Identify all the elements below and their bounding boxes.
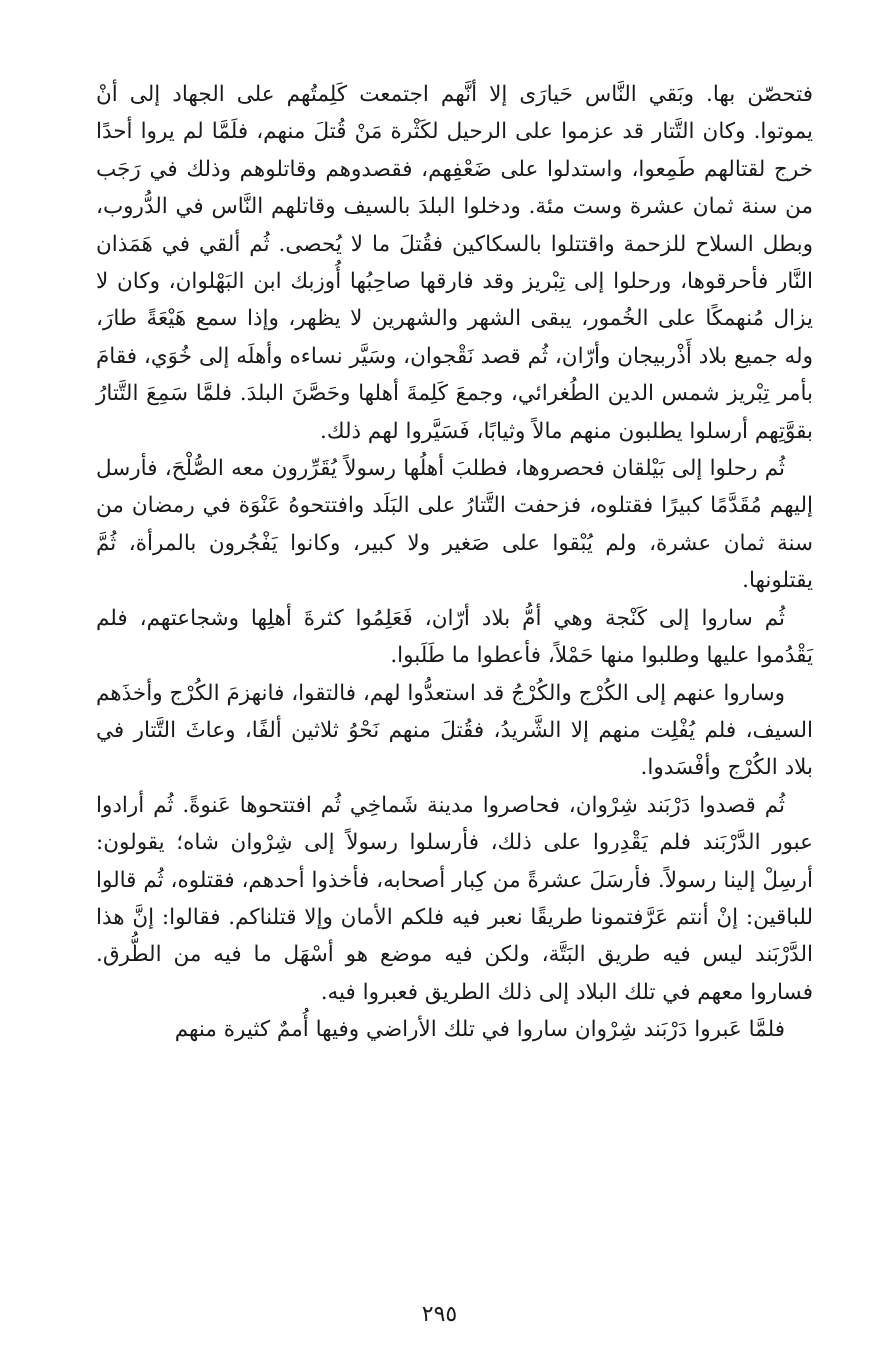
main-text: [96, 76, 813, 1049]
paragraph-6: فلمَّا عَبروا دَرْبَند شِرْوان ساروا في تلك الأراضي وفيها أُممٌ كثيرة منهم: [174, 1017, 785, 1043]
paragraph-3: ثُم ساروا إلى كَنْجة وهي أمُّ بلاد أرّان، فَعَلِمُوا كثرةَ أهلِها وشجاعتهم، فلم يَقْدُموا عليها وطلبوا منها حَمْلاً، فأعطوا ما طَلَبوا.: [96, 605, 813, 669]
paragraph-1: فتحصّن بها. وبَقي النَّاس حَيارَى إلا أنَّهم اجتمعت كَلِمتُهم على الجهاد إلى أنْ يموتوا. وكان التَّتار قد عزموا على الرحيل لكَثْرة مَنْ قُتلَ منهم، فلَمَّا لم يروا أحدًا خرج لقتالهم طَمِعوا، واستدلوا على ضَعْفِهم، فقصدوهم وقاتلوهم وذلك في رَجَب من سنة ثمان عشرة وست مئة. ودخلوا البلدَ بالسيف وقاتلهم النَّاس في الدُّروب، وبطل السلاح للزحمة واقتتلوا بالسكاكين فقُتلَ ما لا يُحصى. ثُم ألقي في هَمَذان النَّار فأحرقوها، ورحلوا إلى تِبْريز وقد فارقها صاحِبُها أُوزبك ابن البَهْلوان، وكان لا يزال مُنهمكًا على الخُمور، يبقى الشهر والشهرين لا يظهر، وإذا سمع هَيْعَةً طارَ، وله جميع بلاد أَذْربيجان وأرّان، ثُم قصد نَقْجوان، وسَيَّر نساءه وأهلَه إلى خُوَي، فقامَ بأمر تِبْريز شمس الدين الطُغرائي، وجمعَ كَلِمةَ أهلها وحَصَّنَ البلدَ. فلمَّا سَمِعَ التَّتارُ بقوَّتِهم أرسلوا يطلبون منهم مالاً وثيابًا، فَسَيَّروا لهم ذلك.: [96, 82, 813, 444]
paragraph-2: ثُم رحلوا إلى بَيْلقان فحصروها، فطلبَ أهلُها رسولاً يُقَرِّرون معه الصُّلْحَ، فأرسل إليهم مُقَدَّمًا كبيرًا فقتلوه، فزحفت التَّتارُ على البَلَد وافتتحوهُ عَنْوَة في رمضان من سنة ثمان عشرة، ولم يُبْقوا على صَغير ولا كبير، وكانوا يَفْجُرون بالمرأة، ثُمَّ يقتلونها.: [96, 456, 813, 594]
paragraph-4: وساروا عنهم إلى الكُرْج والكُرْجُ قد استعدُّوا لهم، فالتقوا، فانهزمَ الكُرْج وأخذَهم السيف، فلم يُفْلِت منهم إلا الشَّريدُ، فقُتلَ منهم نَحْوُ ثلاثين ألفًا، وعاثَ التَّتار في بلاد الكُرْج وأفْسَدوا.: [96, 680, 813, 781]
paragraph-5: ثُم قصدوا دَرْبَند شِرْوان، فحاصروا مدينة شَماخِي ثُم افتتحوها عَنوةً. ثُم أرادوا عبور الدَّرْبَند فلم يَقْدِروا على ذلك، فأرسلوا رسولاً إلى شِرْوان شاه؛ يقولون: أرسِلْ إلينا رسولاً. فأرسَلَ عشرةً من كِبار أصحابه، فأخذوا أحدهم، فقتلوه، ثُم قالوا للباقين: إنْ أنتم عَرَّفتمونا طريقًا نعبر فيه فلكم الأمان وإلا قتلناكم. فقالوا: إنَّ هذا الدَّرْبَند ليس فيه طريق البَتَّة، ولكن فيه موضع هو أسْهَل ما فيه من الطُّرق. فساروا معهم في تلك البلاد إلى ذلك الطريق فعبروا فيه.: [96, 792, 813, 1005]
page-number: ٢٩٥: [421, 1302, 458, 1327]
